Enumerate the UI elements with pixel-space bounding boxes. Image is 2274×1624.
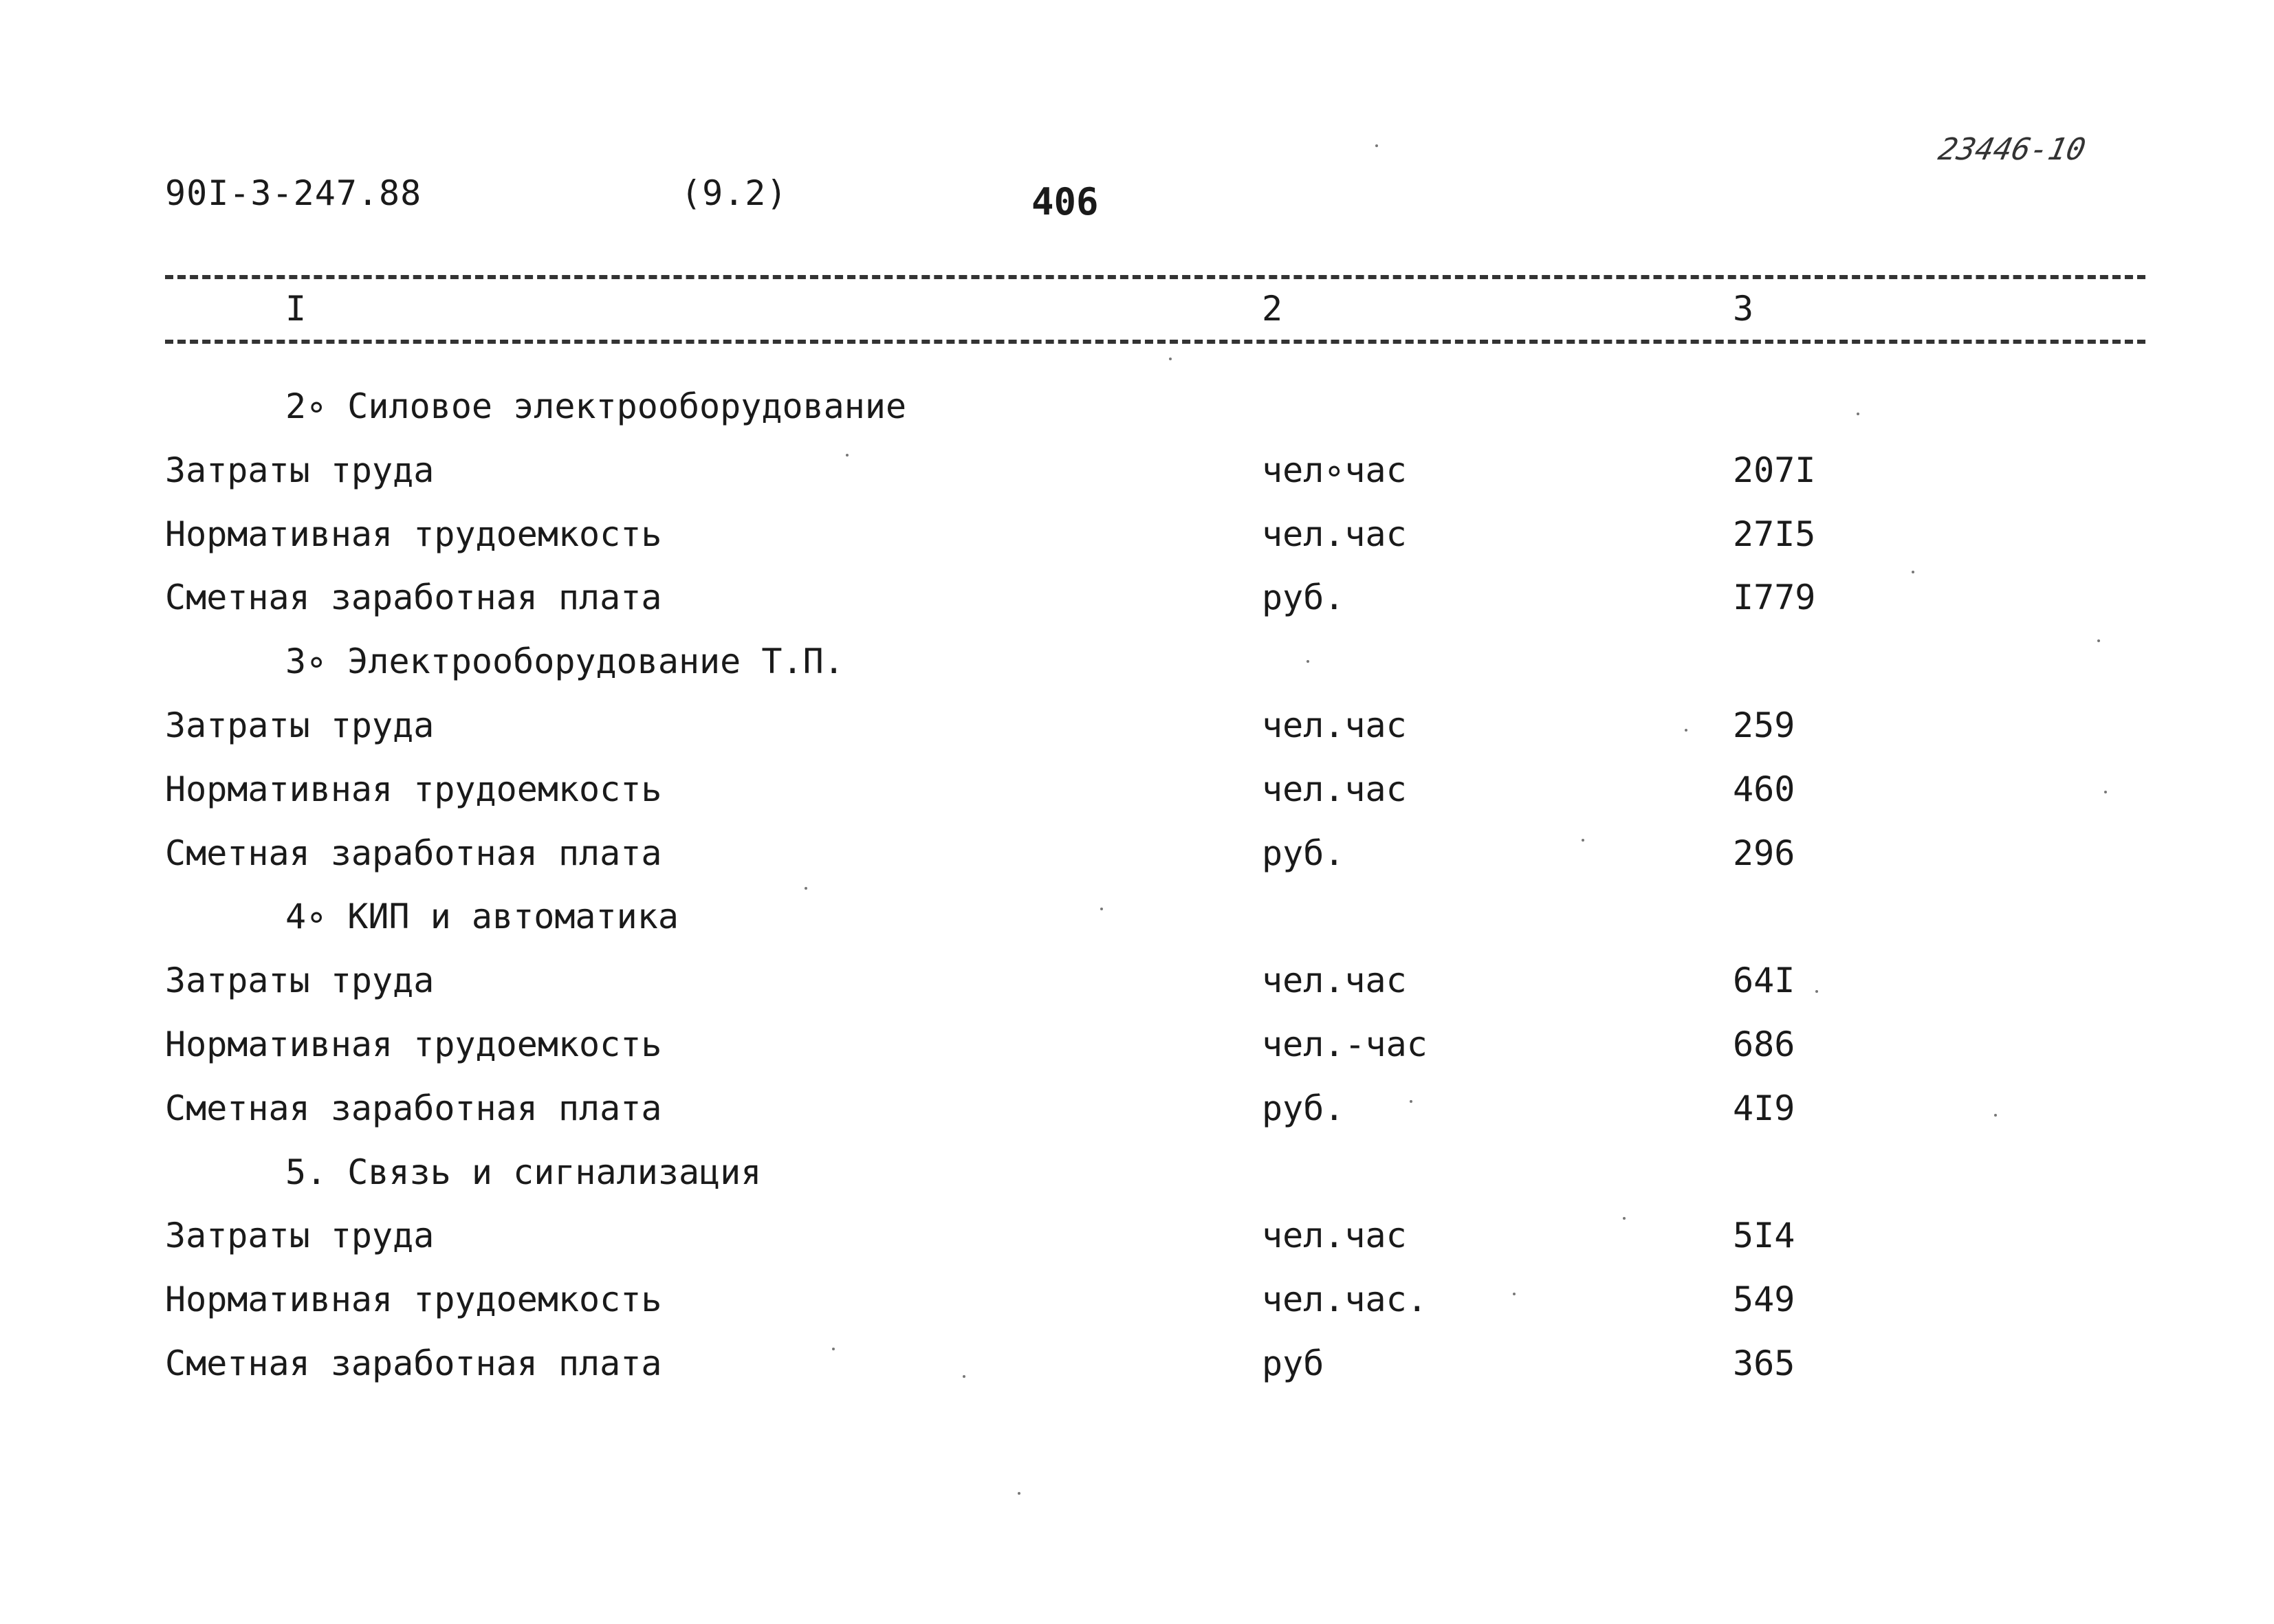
section-heading-row [0, 630, 2274, 694]
column-header-1: I [285, 289, 307, 329]
section-heading-row [0, 885, 2274, 949]
row-unit: чел.час [1262, 514, 1407, 554]
row-label: Сметная заработная плата [165, 1343, 662, 1383]
row-value: 5I4 [1733, 1216, 1795, 1256]
row-label: Нормативная трудоемкость [165, 769, 662, 809]
row-label: Затраты труда [165, 961, 435, 1001]
row-unit: руб. [1262, 833, 1345, 873]
scan-speck [963, 1375, 965, 1378]
row-label: Затраты труда [165, 450, 435, 490]
table-row [0, 1204, 2274, 1268]
table-row [0, 1332, 2274, 1396]
section-title: 3∘ Электрооборудование Т.П. [285, 641, 844, 682]
row-unit: руб [1262, 1343, 1324, 1383]
scan-speck [1857, 413, 1859, 415]
scan-speck [2097, 639, 2100, 642]
scan-speck [1912, 571, 1914, 573]
row-value: 365 [1733, 1343, 1795, 1383]
row-value: 259 [1733, 705, 1795, 745]
scan-speck [1100, 908, 1103, 910]
scan-speck [846, 454, 849, 457]
scan-speck [1513, 1293, 1516, 1295]
row-unit: руб. [1262, 578, 1345, 618]
table-row [0, 1268, 2274, 1332]
scan-speck [1815, 990, 1818, 993]
row-label: Нормативная трудоемкость [165, 514, 662, 554]
document-code: 90I-3-247.88 [165, 173, 422, 213]
row-value: 207I [1733, 450, 1816, 490]
row-unit: чел.час [1262, 961, 1407, 1001]
table-row [0, 822, 2274, 886]
scan-speck [1018, 1492, 1020, 1495]
page-number: 406 [1031, 180, 1099, 223]
row-label: Затраты труда [165, 1216, 435, 1256]
table-row [0, 1077, 2274, 1141]
scan-speck [1623, 1217, 1626, 1220]
table-row [0, 694, 2274, 758]
scan-speck [1994, 1114, 1997, 1117]
row-value: 460 [1733, 769, 1795, 809]
section-title: 5. Связь и сигнализация [285, 1152, 762, 1192]
table-row [0, 758, 2274, 822]
row-value: I779 [1733, 578, 1816, 618]
scan-speck [1375, 144, 1378, 147]
table-row [0, 1013, 2274, 1077]
row-value: 64I [1733, 961, 1795, 1001]
section-title: 2∘ Силовое электрооборудование [285, 386, 907, 426]
scan-speck [832, 1348, 835, 1350]
scan-speck [1685, 729, 1687, 732]
row-value: 549 [1733, 1280, 1795, 1320]
row-value: 4I9 [1733, 1088, 1795, 1128]
scan-speck [805, 887, 807, 890]
section-title: 4∘ КИП и автоматика [285, 897, 679, 937]
scan-speck [1307, 660, 1309, 663]
row-value: 296 [1733, 833, 1795, 873]
row-unit: чел.-час [1262, 1024, 1428, 1064]
row-label: Нормативная трудоемкость [165, 1024, 662, 1064]
row-unit: чел∘час [1262, 450, 1407, 490]
row-label: Сметная заработная плата [165, 1088, 662, 1128]
scan-speck [2104, 791, 2107, 793]
table-row [0, 949, 2274, 1013]
row-unit: чел.час. [1262, 1280, 1428, 1320]
scan-speck [1582, 839, 1584, 842]
inventory-number: 23446-10 [1935, 132, 2089, 167]
row-label: Затраты труда [165, 705, 435, 745]
table-row [0, 503, 2274, 567]
row-unit: чел.час [1262, 705, 1407, 745]
sheet-number: (9.2) [681, 173, 788, 213]
row-unit: чел.час [1262, 769, 1407, 809]
section-heading-row [0, 1141, 2274, 1205]
row-value: 686 [1733, 1024, 1795, 1064]
row-value: 27I5 [1733, 514, 1816, 554]
column-header-2: 2 [1262, 289, 1283, 329]
table-header-rule [165, 340, 2145, 344]
table-row [0, 566, 2274, 630]
table-row [0, 439, 2274, 503]
scan-speck [1169, 358, 1172, 360]
row-unit: чел.час [1262, 1216, 1407, 1256]
row-label: Нормативная трудоемкость [165, 1280, 662, 1320]
row-label: Сметная заработная плата [165, 833, 662, 873]
table-top-rule [165, 275, 2145, 279]
scan-speck [1410, 1100, 1412, 1103]
row-unit: руб. [1262, 1088, 1345, 1128]
row-label: Сметная заработная плата [165, 578, 662, 618]
section-heading-row [0, 375, 2274, 439]
column-header-3: 3 [1733, 289, 1754, 329]
